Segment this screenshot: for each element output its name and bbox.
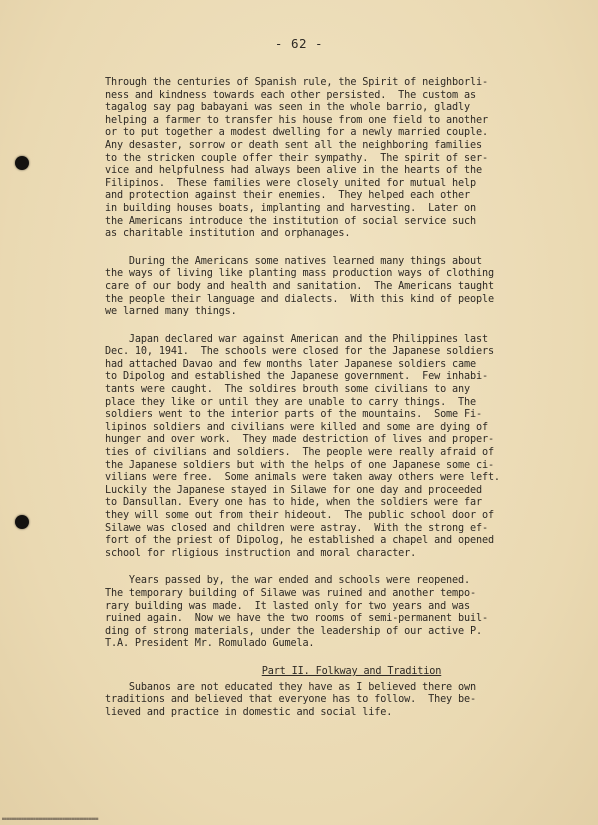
text-line: Any desaster, sorrow or death sent all the neighboring families bbox=[105, 139, 482, 151]
paragraph-spanish-rule bbox=[105, 77, 550, 241]
text-line: as charitable institution and orphanages. bbox=[105, 228, 351, 240]
text-line: tants were caught. The soldires brouth some civilians to any bbox=[105, 384, 470, 396]
body-text bbox=[105, 77, 550, 734]
text-line: to Dipolog and established the Japanese government. Few inhabi- bbox=[105, 371, 488, 383]
text-line: to Dansullan. Every one has to hide, when the soldiers were far bbox=[105, 497, 482, 509]
text-line: in building houses boats, implanting and harvesting. Later on bbox=[105, 202, 476, 214]
text-line: fort of the priest of Dipolog, he established a chapel and opened bbox=[105, 535, 494, 547]
text-line: ties of civilians and soldiers. The people were really afraid of bbox=[105, 447, 494, 459]
text-line: soldiers went to the interior parts of the mountains. Some Fi- bbox=[105, 409, 482, 421]
text-line: or to put together a modest dwelling for a newly married couple. bbox=[105, 127, 488, 139]
text-line: ding of strong materials, under the leadership of our active P. bbox=[105, 625, 482, 637]
text-line: Subanos are not educated they have as I believed there own bbox=[105, 681, 476, 693]
scan-footer-strip: ■■■■■■■■■■■■■■■■■■■■■■■■■■■■■■■■■■■■■■■■ bbox=[2, 816, 99, 821]
text-line: Luckily the Japanese stayed in Silawe for one day and proceeded bbox=[105, 484, 482, 496]
text-line: school for rligious instruction and moral character. bbox=[105, 547, 417, 559]
text-line: they will some out from their hideout. The public school door of bbox=[105, 510, 494, 521]
text-line: the ways of living like planting mass production ways of clothing bbox=[105, 268, 494, 280]
text-line: had attached Davao and few months later Japanese soldiers came bbox=[105, 358, 476, 370]
text-line: Dec. 10, 1941. The schools were closed for the Japanese soldiers bbox=[105, 346, 494, 358]
text-line: During the Americans some natives learned many things about bbox=[105, 255, 482, 267]
text-line: lieved and practice in domestic and social life. bbox=[105, 706, 393, 718]
paragraph-school-building bbox=[105, 575, 550, 651]
paragraph-americans bbox=[105, 256, 550, 319]
paragraph-japanese-war bbox=[105, 334, 550, 561]
text-line: T.A. President Mr. Romulado Gumela. bbox=[105, 638, 315, 650]
section-folkway-tradition bbox=[105, 666, 550, 719]
text-line: lipinos soldiers and civilians were killed and some are dying of bbox=[105, 421, 488, 433]
text-line: and protection against their enemies. They helped each other bbox=[105, 190, 470, 202]
text-line: the people their language and dialects. With this kind of people bbox=[105, 293, 494, 305]
text-line: Japan declared war against American and the Philippines last bbox=[105, 333, 488, 345]
text-line: the Japanese soldiers but with the helps of one Japanese some ci- bbox=[105, 459, 494, 471]
text-line: tagalog say pag babayani was seen in the whole barrio, gladly bbox=[105, 102, 470, 114]
text-line: Filipinos. These families were closely united for mutual help bbox=[105, 177, 476, 189]
page-number: - 62 - bbox=[274, 36, 324, 51]
text-line: we larned many things. bbox=[105, 306, 237, 318]
text-line: vice and helpfulness had always been alive in the hearts of the bbox=[105, 165, 482, 177]
section-heading: Part II. Folkway and Tradition bbox=[261, 665, 442, 677]
text-line: care of our body and health and sanitation. The Americans taught bbox=[105, 280, 494, 292]
punch-hole-top bbox=[15, 156, 29, 170]
text-line: ruined again. Now we have the two rooms of semi-permanent buil- bbox=[105, 613, 488, 625]
text-line: place they like or until they are unable to carry things. The bbox=[105, 396, 476, 408]
text-line: vilians were free. Some animals were taken away others were left. bbox=[105, 472, 500, 484]
text-line: Silawe was closed and children were astray. With the strong ef- bbox=[105, 522, 488, 534]
text-line: The temporary building of Silawe was ruined and another tempo- bbox=[105, 587, 476, 599]
text-line: ness and kindness towards each other persisted. The custom as bbox=[105, 89, 476, 101]
text-line: Through the centuries of Spanish rule, the Spirit of neighborli- bbox=[105, 77, 488, 88]
text-line: helping a farmer to transfer his house from one field to another bbox=[105, 114, 488, 126]
text-line: the Americans introduce the institution of social service such bbox=[105, 215, 476, 227]
text-line: rary building was made. It lasted only for two years and was bbox=[105, 600, 470, 612]
text-line: Years passed by, the war ended and schools were reopened. bbox=[105, 575, 470, 587]
text-line: to the stricken couple offer their sympathy. The spirit of ser- bbox=[105, 152, 488, 164]
text-line: hunger and over work. They made destriction of lives and proper- bbox=[105, 434, 494, 446]
punch-hole-bottom bbox=[15, 515, 29, 529]
text-line: traditions and believed that everyone has to follow. They be- bbox=[105, 694, 476, 706]
